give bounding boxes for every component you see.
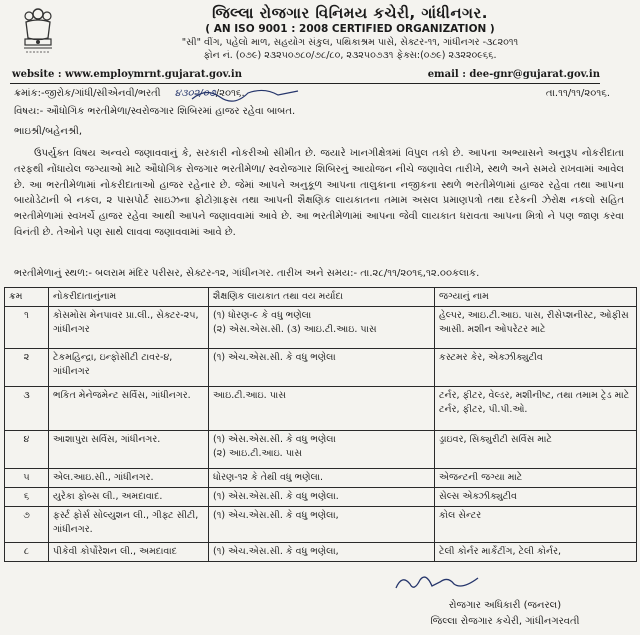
signature-block bbox=[380, 598, 630, 630]
email-link[interactable]: email : dee-gnr@gujarat.gov.in bbox=[427, 69, 600, 80]
subject-line: વિષય:- ઔધોગિક ભરતીમેળા/સ્વરોજગાર શિબિરમાં હાજર રહેવા બાબત. bbox=[14, 106, 296, 117]
col-header-post: જગ્યાનું નામ bbox=[435, 288, 637, 307]
qualification: આઇ.ટી.આઇ. પાસ bbox=[209, 387, 435, 431]
officer-designation: રોજગાર અધિકારી (જનરલ) bbox=[448, 600, 562, 611]
qualification: (૧) ધોરણ-૯ કે વધુ ભણેલા (૨) એસ.એસ.સી. (૩) આઇ.ટી.આઇ. પાસ bbox=[209, 307, 435, 349]
post-name: હેલ્પર, આઇ.ટી.આઇ. પાસ, રીસેપ્શનીસ્ટ, ઓફીસ આસી. મશીન ઓપરેટર માટે bbox=[435, 307, 637, 349]
letterhead bbox=[70, 4, 630, 62]
row-number: ૮ bbox=[5, 543, 49, 562]
vacancy-table bbox=[4, 287, 637, 562]
row-number: ૧ bbox=[5, 307, 49, 349]
handwritten-mark-icon bbox=[186, 83, 306, 105]
venue-date-line: ભરતીમેળાનું સ્થળ:- બલરામ મંદિર પરીસર, સેક્ટર-૧૨, ગાંધીનગર. તારીખ અને સમય:- તા.૨૮/૧૧/૨૦૧૬,૧૨.૦૦કલાક. bbox=[14, 268, 480, 279]
post-name: ટર્નર, ફીટર, વેલ્ડર, મશીનીષ્ટ, તથા તમામ ટ્રેડ માટે ટર્નર, ફીટર, પી.પી.ઓ. bbox=[435, 387, 637, 431]
post-name: સેલ્સ એક્ઝીક્યુટીવ bbox=[435, 488, 637, 507]
row-number: ૬ bbox=[5, 488, 49, 507]
row-number: ૫ bbox=[5, 469, 49, 488]
employer-name: યુરેકા ફોબ્સ લી., અમદાવાદ. bbox=[49, 488, 209, 507]
table-row bbox=[5, 469, 637, 488]
employer-name: ભકિત મેનેજમેન્ટ સર્વિસ, ગાંધીનગર. bbox=[49, 387, 209, 431]
handwritten-reference: ૪૩૦૨/૦૭ bbox=[174, 88, 216, 99]
qualification: (૧) એચ.એસ.સી. કે વધુ ભણેલા, bbox=[209, 543, 435, 562]
table-row bbox=[5, 507, 637, 543]
table-header-row bbox=[5, 288, 637, 307]
qualification: (૧) એસ.એસ.સી. કે વધુ ભણેલા (૨) આઇ.ટી.આઇ. પાસ bbox=[209, 431, 435, 469]
employer-name: પીકેવી કોર્પોરેશન લી., અમદાવાદ bbox=[49, 543, 209, 562]
body-paragraph: ઉપર્યુક્ત વિષય અન્વયે જણાવવાનું કે, સરકારી નોકરીઓ સીમીત છે. જયારે ખાનગીક્ષેત્રમાં વિપુલ તકો છે. આપના અભ્યાસને અનુરૂપ નોકરીદાતા તરફથી નોંધાયેલ જગ્યાઓ માટે ઔધોગિક રોજગાર ભરતીમેળા/ સ્વરોજગાર શિબિરનું આયોજન નીચે જણાવેલ તારીખે, સ્થળે અને સમયે રાખવામાં આવેલ છે. આ ભરતીમેળામાં નોકરીદાતાઓ હાજર રહેનાર છે. જેમાં આપને અનુકૂળ આપના તાલુકાના નજીકના સ્થળે ભરતીમેળામાં હાજર રહેવા તથા આપના બાયોડેટાની બે નકલ, ૨ પાસપોર્ટ સાઇઝના ફોટોગ્રાફસ તથા આપની શૈક્ષણિક લાયકાતના તમામ અસલ પ્રમાણપત્રો તથા દરેકની ઝેરોક્ષ નકલો સહિત ભરતીમેળામાં સ્વખર્ચે હાજર રહેવા આથી આપને જણાવવામાં આવે છે. આ ભરતીમેળામાં આપના જેવી લાયકાત ધરાવતા આપના મિત્રો ને પણ જાણ કરવા વિનંતી છે. તેઓને પણ સાથે લાવવા જણાવવામાં આવે છે. bbox=[14, 148, 624, 238]
government-emblem-icon bbox=[16, 4, 60, 60]
col-header-employer: નોકરીદાતાનુંનામ bbox=[49, 288, 209, 307]
reference-line bbox=[14, 88, 614, 102]
post-name: કોલ સેન્ટર bbox=[435, 507, 637, 543]
post-name: ટેલી કોર્નર માર્કેટીંગ, ટેલી કોર્નર, bbox=[435, 543, 637, 562]
row-number: ૩ bbox=[5, 387, 49, 431]
employer-name: ટેકમહિન્દ્રા, ઇન્ફોસીટી ટાવર-૪, ગાંધીનગર bbox=[49, 349, 209, 387]
row-number: ૨ bbox=[5, 349, 49, 387]
col-header-serial: ક્રમ bbox=[5, 288, 49, 307]
office-phone: ફોન નં. (૦૭૯) ૨૩૨૫૦૭૮૦/૭૮/૮૦, ૨૩૨૫૦૭૩૧ ફેક્સ:(૦૭૯) ૨૩૨૨૦૯૬૬. bbox=[203, 50, 497, 61]
office-address: "સી" વીંગ, પહેલો માળ, સહયોગ સંકુલ, પથિકાશ્રમ પાસે, સેક્ટર-૧૧, ગાંધીનગર -૩૮૨૦૧૧ bbox=[181, 37, 519, 48]
qualification: ધોરણ-૧૨ કે તેથી વધુ ભણેલા. bbox=[209, 469, 435, 488]
office-title: જિલ્લા રોજગાર વિનિમય કચેરી, ગાંધીનગર. bbox=[212, 4, 488, 22]
website-link[interactable]: website : www.employmrnt.gujarat.gov.in bbox=[12, 69, 242, 80]
iso-certification: ( AN ISO 9001 : 2008 CERTIFIED ORGANIZATION ) bbox=[205, 23, 495, 35]
qualification: (૧) એચ.એસ.સી. કે વધુ ભણેલા, bbox=[209, 507, 435, 543]
office-name: જિલ્લા રોજગાર કચેરી, ગાંધીનગરવતી bbox=[430, 616, 580, 627]
table-row bbox=[5, 543, 637, 562]
post-name: એજન્ટની જગ્યા માટે bbox=[435, 469, 637, 488]
row-number: ૭ bbox=[5, 507, 49, 543]
row-number: ૪ bbox=[5, 431, 49, 469]
signature-icon bbox=[392, 570, 482, 596]
table-row bbox=[5, 349, 637, 387]
letter-date: તા.૧૧/૧૧/૨૦૧૬. bbox=[545, 88, 610, 99]
table-row bbox=[5, 387, 637, 431]
salutation: ભાઇશ્રી/બહેનશ્રી, bbox=[14, 126, 83, 137]
reference-number: ક્રમાંક:-જીરોક/ગાંધી/સીએનવી/ભરતી ૪૩૦૨/૦૭/૨૦૧૬. bbox=[14, 88, 245, 99]
employer-name: આશાપુરા સર્વિસ, ગાંધીનગર. bbox=[49, 431, 209, 469]
col-header-qualification: શૈક્ષણિક લાયકાત તથા વય મર્યાદા bbox=[209, 288, 435, 307]
table-row bbox=[5, 488, 637, 507]
qualification: (૧) એચ.એસ.સી. કે વધુ ભણેલા bbox=[209, 349, 435, 387]
qualification: (૧) એસ.એસ.સી. કે વધુ ભણેલા. bbox=[209, 488, 435, 507]
employer-name: કોસમોસ મેનપાવર પ્રા.લી., સેક્ટર-૨૫, ગાંધીનગર bbox=[49, 307, 209, 349]
table-row bbox=[5, 307, 637, 349]
post-name: કસ્ટમર કેર, એક્ઝીક્યુટીવ bbox=[435, 349, 637, 387]
employer-name: ફર્સ્ટ ફોર્સ સોલ્યુશન લી., ગીફ્ટ સીટી, ગાંધીનગર. bbox=[49, 507, 209, 543]
table-row bbox=[5, 431, 637, 469]
employer-name: એલ.આઇ.સી., ગાંધીનગર. bbox=[49, 469, 209, 488]
post-name: ડ્રાઇવર, સિક્યુરીટી સર્વિસ માટે bbox=[435, 431, 637, 469]
contact-line bbox=[12, 69, 600, 83]
